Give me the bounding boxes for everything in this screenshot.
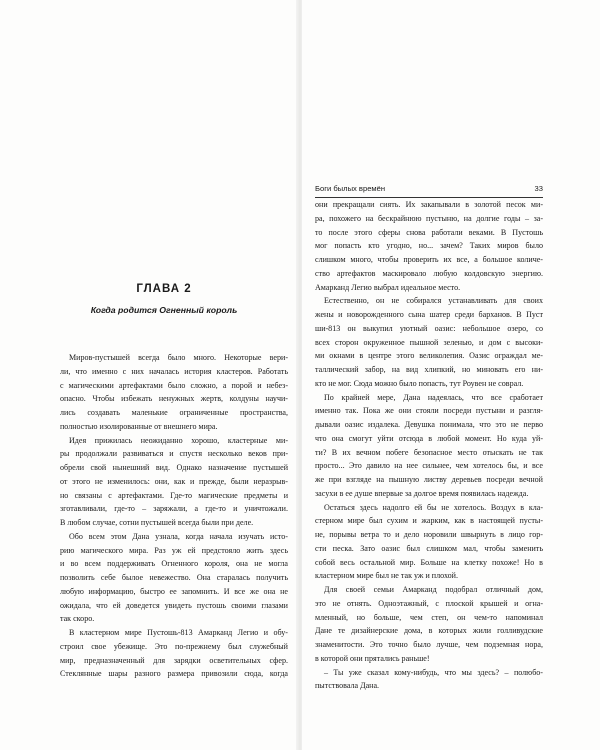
text-line: всех сторон окруженное пышной зеленью, и дом с высоки- <box>315 337 543 347</box>
text-line: ти? В их вечном побеге безопасное место отыскать не так <box>315 447 543 457</box>
text-line: любую информацию, быстро ее запомнить. И все же она не <box>60 586 288 596</box>
text-line: таллический забор, на вид хлипкий, но миновать его ни- <box>315 365 543 374</box>
chapter-title: Когда родится Огненный король <box>90 305 238 315</box>
text-line: но связаны с артефактами. Где-то магические предметы и <box>60 490 288 500</box>
text-line: пытствовала Дана. <box>315 681 380 691</box>
text-line: По крайней мере, Дана надеялась, что все сработает <box>324 392 543 402</box>
page-number: 33 <box>534 184 543 193</box>
text-line: обрели свой нынешний вид. Однако назначение пустышей <box>60 463 288 472</box>
running-head-title: Боги былых времён <box>315 184 386 193</box>
text-line: ожидала, что ей доведется увидеть пустошь своими глазами <box>60 600 288 610</box>
text-line: кто не мог. Сюда можно было попасть, тут Роувен не соврал. <box>315 378 524 388</box>
text-line: В кластерном мире Пустошь-813 Амарканд Легио и обу- <box>69 628 288 637</box>
text-line: ство артефактов маскировало любую колдовскую энергию. <box>315 268 543 278</box>
text-line: и во всем поддерживать Огненного короля, она не могла <box>60 559 288 569</box>
text-line: с магическими артефактами было сложно, а порой и небез- <box>60 380 288 390</box>
text-line: В любом случае, сотни пустышей всегда были при деле. <box>60 518 254 527</box>
chapter-number: ГЛАВА 2 <box>136 283 192 295</box>
text-line: – Ты уже сказал кому-нибудь, что мы здесь? – полюбо- <box>324 667 543 677</box>
left-body-text <box>60 351 288 681</box>
text-line: опасно. Чтобы избежать ненужных жертв, колдуны научи- <box>60 394 288 404</box>
text-line: строил свое убежище. Это по-прежнему был служебный <box>60 641 288 651</box>
text-line: Стеклянные шары разного размера привозили сюда, когда <box>60 669 288 679</box>
text-line: Дане те дизайнерские дома, в которых жили голливудские <box>315 626 543 636</box>
text-line: ми окнами в центре этого великолепия. Оазис ограждал ме- <box>315 351 543 361</box>
text-line: кластерном мире был не так уж и плохой. <box>315 571 459 581</box>
text-line: же при взгляде на пышную листву деревьев посреди вечной <box>315 475 543 484</box>
running-head <box>315 183 543 198</box>
text-line: Остаться здесь надолго ей бы не хотелось. Воздух в кла- <box>324 502 543 512</box>
text-line: Обо всем этом Дана узнала, когда начала изучать исто- <box>69 531 288 541</box>
text-line: рию магического мира. Раз уж ей предстояло жить здесь <box>60 545 288 555</box>
text-line: они прекращали сиять. Их закапывали в золотой песок ми- <box>315 200 543 209</box>
text-line: полностью изолированные от внешнего мира. <box>60 421 218 431</box>
text-line: Амарканд Легио выбрал идеальное место. <box>315 282 461 292</box>
text-line: Идея прижилась неожиданно хорошо, кластерные ми- <box>69 435 288 445</box>
right-body-text <box>315 198 543 693</box>
text-line: то после этого сферы снова работали веками. В Пустошь <box>315 227 543 237</box>
text-line: что она смогут уйти отсюда в любой момент. Но куда уй- <box>315 433 543 443</box>
text-line: собой весь остальной мир. Больше на клетку похоже! Но в <box>315 557 543 567</box>
text-line: ши-813 он выкупил уютный оазис: небольшое озеро, со <box>315 323 543 333</box>
text-line: ры продолжали развиваться и спустя несколько веков при- <box>60 449 288 459</box>
text-line: от этого не изменилось: они, как и прежде, были неразрыв- <box>60 476 288 486</box>
text-line: именно так. Пока же они стояли посреди пустыни и разгля- <box>315 406 543 416</box>
text-line: лись создавать маленькие ограниченные пространства, <box>60 408 288 417</box>
text-line: жены и новорожденного сына шатер среди барханов. В Пуст <box>315 310 543 319</box>
text-line: не, порывы ветра то и дело норовили швырнуть в лицо гор- <box>315 530 543 539</box>
text-line: сти песка. Зато оазис был слишком мал, чтобы заменить <box>315 543 543 553</box>
text-line: мленный, но больше, чем степ, он чем-то напоминал <box>315 612 543 622</box>
text-line: Естественно, он не собирался устанавливать для своих <box>324 296 543 306</box>
text-line: просто... Это давило на нее сильнее, чем хотелось бы, и все <box>315 461 543 471</box>
text-line: ли, что именно с них началась история кластеров. Работать <box>60 366 288 376</box>
text-line: в которой они прятались раньше! <box>315 653 430 663</box>
text-line: ра, похожего на бескрайнюю пустыню, на долгие годы – за- <box>315 213 543 223</box>
text-line: мог попасть кто угодно, но... зачем? Таких миров было <box>315 241 543 251</box>
text-line: мир, предназначенный для зарядки осветительных сфер. <box>60 655 288 665</box>
text-line: стерном мире был сухим и жарким, как в настоящей пусты- <box>315 516 543 526</box>
text-line: позволить себе былое невежество. Она старалась получить <box>60 573 288 582</box>
text-line: зготавливали, где-то – заряжали, а где-то и уничтожали. <box>60 504 288 514</box>
text-line: дывали оазис издалека. Девушка понимала, что это не перво <box>315 420 543 429</box>
text-line: Миров-пустышей всегда было много. Некоторые вери- <box>69 353 288 362</box>
text-line: слишком много, чтобы проверить их все, а большое количе- <box>315 255 543 264</box>
text-line: Для своей семьи Амарканд подобрал отличный дом, <box>324 585 543 594</box>
text-line: так скоро. <box>60 614 95 624</box>
text-line: засухи в ее душе впервые за долгое время появилась надежда. <box>315 488 529 498</box>
text-line: знаменитости. Это точно было лучше, чем подземная нора, <box>315 640 543 649</box>
text-line: это не отнять. Одноэтажный, с плоской крышей и огна- <box>315 598 543 608</box>
